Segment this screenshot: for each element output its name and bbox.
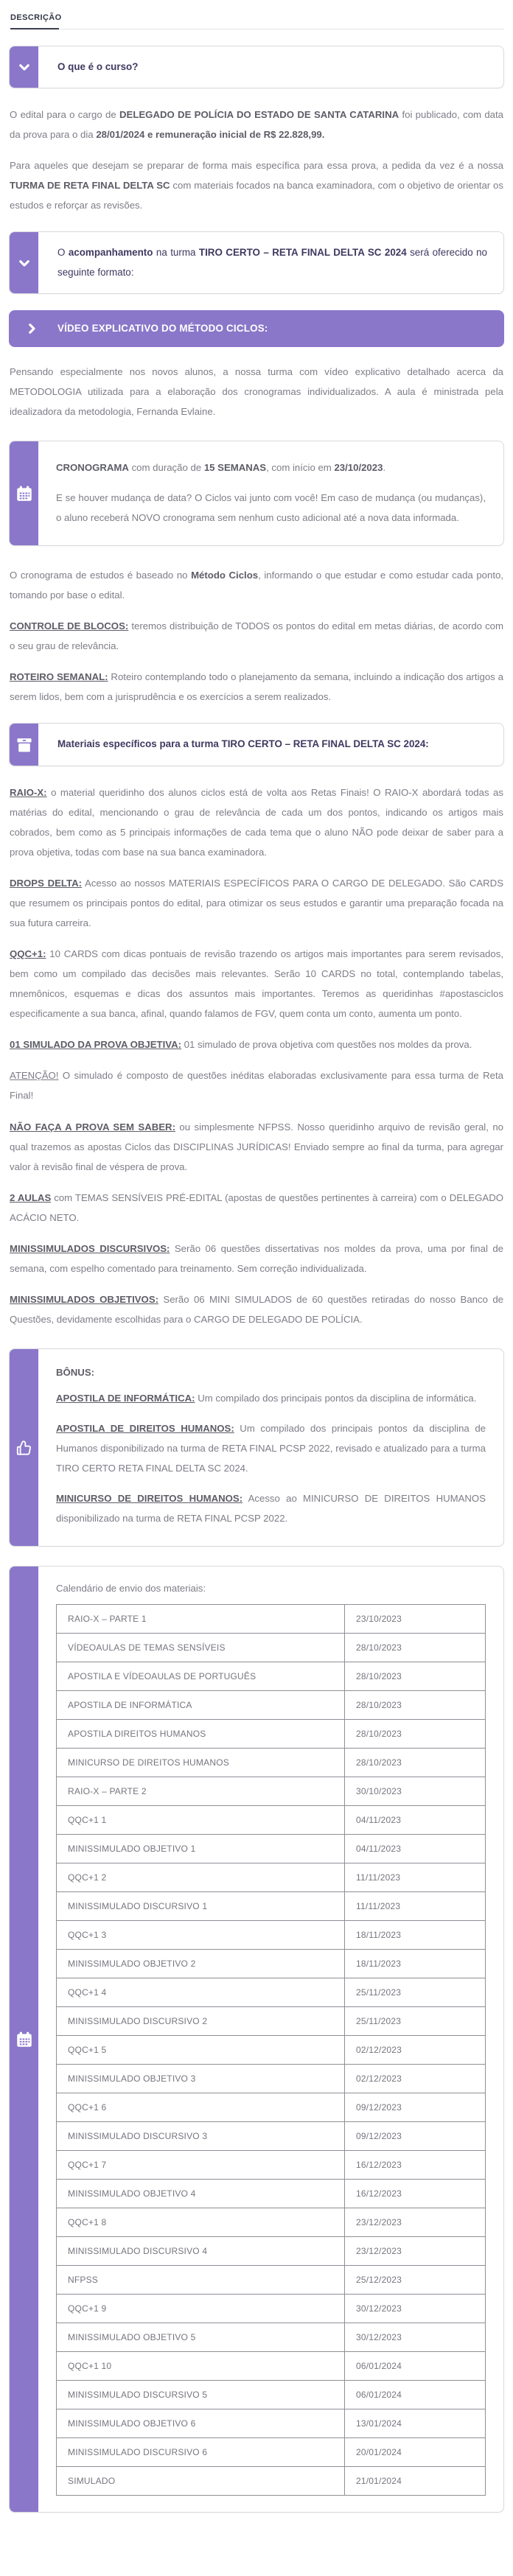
material-cell: APOSTILA E VÍDEOAULAS DE PORTUGUÊS [57, 1662, 345, 1691]
date-cell: 11/11/2023 [345, 1892, 486, 1921]
material-cell: MINISSIMULADO DISCURSIVO 5 [57, 2381, 345, 2409]
paragraph-roteiro-semanal [10, 667, 503, 707]
text-segment: o material queridinho dos alunos ciclos está de volta aos Retas Finais! O RAIO-X abordará todas as matérias do edital, mencionando o grau de relevância de cada um dos pontos, indicando os artigos mais cobrados, bem como as 5 principais informações de cada tema que o aluno NÃO pode deixar de saber para a prova objetiva, todas com base na sua banca examinadora. [10, 786, 503, 858]
date-cell: 02/12/2023 [345, 2036, 486, 2065]
paragraph-qqc [10, 944, 503, 1023]
video-method-banner[interactable] [9, 310, 504, 347]
text-segment: RAIO-X: [10, 786, 47, 798]
active-tab-indicator [10, 28, 59, 29]
material-cell: SIMULADO [57, 2467, 345, 2496]
table-row [57, 2180, 486, 2208]
date-cell: 18/11/2023 [345, 1950, 486, 1978]
thumbs-up-icon [15, 1438, 34, 1457]
chevron-right-icon [25, 322, 38, 335]
text-segment: NÃO FAÇA A PROVA SEM SABER: [10, 1121, 175, 1133]
table-row [57, 1749, 486, 1777]
schedule-table-body [57, 1605, 486, 2496]
material-cell: NFPSS [57, 2266, 345, 2295]
date-cell: 23/12/2023 [345, 2208, 486, 2237]
paragraph-metodo-ciclos [10, 565, 503, 605]
material-cell: APOSTILA DE INFORMÁTICA [57, 1691, 345, 1720]
material-cell: MINISSIMULADO OBJETIVO 1 [57, 1835, 345, 1863]
paragraph-atencao [10, 1065, 503, 1105]
accordion-header [38, 724, 503, 765]
table-row [57, 2237, 486, 2266]
material-cell: MINISSIMULADO OBJETIVO 4 [57, 2180, 345, 2208]
bonus-items [56, 1388, 486, 1528]
paragraph-mini-discursivos [10, 1239, 503, 1278]
text-segment: Acesso ao MINICURSO DE DIREITOS HUMANOS disponibilizado na turma de RETA FINAL PCSP 2022. [56, 1493, 486, 1525]
bonus-callout [9, 1348, 504, 1547]
text-segment: Um compilado dos principais pontos da disciplina de Humanos disponibilizado na turma de RETA FINAL PCSP 2022, revisado e atualizado para a turma TIRO CERTO RETA FINAL DELTA SC 2024. [56, 1423, 486, 1474]
material-cell: MINISSIMULADO DISCURSIVO 4 [57, 2237, 345, 2266]
date-cell: 16/12/2023 [345, 2180, 486, 2208]
table-row [57, 1950, 486, 1978]
text-segment: ROTEIRO SEMANAL: [10, 671, 108, 683]
date-cell: 21/01/2024 [345, 2467, 486, 2496]
chevron-down-icon [18, 60, 31, 74]
text-segment: Acesso ao nossos MATERIAIS ESPECÍFICOS PARA O CARGO DE DELEGADO. São CARDS que resumem os principais pontos do edital, para otimizar os seus estudos e garantir uma preparação focada na sua futura carreira. [10, 877, 503, 928]
paragraph-aulas-temas [10, 1188, 503, 1228]
callout-strip [10, 1567, 38, 2512]
bonus-title: BÔNUS: [56, 1367, 95, 1379]
text-segment: Materiais específicos para a turma TIRO CERTO – RETA FINAL DELTA SC 2024: [57, 738, 429, 750]
text-segment: Serão 06 MINI SIMULADOS de 60 questões retiradas do nosso Banco de Questões, devidamente escolhidas para o CARGO DE DELEGADO DE POLÍCIA. [10, 1293, 503, 1325]
text-segment: teremos distribuição de TODOS os pontos do edital em metas diárias, de acordo com o seu grau de relevância. [10, 620, 503, 652]
accordion-toggle[interactable] [10, 232, 38, 293]
date-cell: 23/12/2023 [345, 2237, 486, 2266]
paragraph-raio-x [10, 783, 503, 862]
text-segment: , com início em [266, 461, 335, 473]
text-segment: com materiais focados na banca examinadora, com o objetivo de orientar os estudos e reforçar as revisões. [10, 180, 503, 211]
callout-content [38, 1349, 503, 1546]
text-segment: Pensando especialmente nos novos alunos, a nossa turma com vídeo explicativo detalhado acerca da METODOLOGIA utilizada para a elaboração dos cronogramas individualizados. A aula é ministrada pela idealizadora da metodologia, Fernanda Evlaine. [10, 365, 503, 417]
date-cell: 11/11/2023 [345, 1863, 486, 1892]
accordion-title [57, 243, 487, 281]
date-cell: 30/10/2023 [345, 1777, 486, 1806]
callout-content [38, 441, 503, 545]
material-cell: QQC+1 1 [57, 1806, 345, 1835]
bonus-item [56, 1488, 486, 1528]
paragraph-simulado-objetiva [10, 1035, 503, 1054]
text-segment: acompanhamento [68, 247, 153, 259]
date-cell: 25/11/2023 [345, 1978, 486, 2007]
text-segment: APOSTILA DE DIREITOS HUMANOS: [56, 1423, 234, 1435]
text-segment: Para aqueles que desejam se preparar de forma mais específica para essa prova, a pedida da vez é a nossa [10, 160, 503, 172]
material-cell: MINISSIMULADO DISCURSIVO 2 [57, 2007, 345, 2036]
date-cell: 16/12/2023 [345, 2151, 486, 2180]
table-row [57, 2007, 486, 2036]
cronograma-line-2 [56, 488, 486, 528]
material-cell: QQC+1 5 [57, 2036, 345, 2065]
material-cell: APOSTILA DIREITOS HUMANOS [57, 1720, 345, 1749]
date-cell: 25/12/2023 [345, 2266, 486, 2295]
archive-box-icon [15, 735, 34, 755]
material-cell: QQC+1 10 [57, 2352, 345, 2381]
callout-strip [10, 1349, 38, 1546]
text-segment: Roteiro contemplando todo o planejamento da semana, incluindo a indicação dos artigos a serem lidos, bem com a jurisprudência e os exercícios a serem realizados. [10, 671, 503, 703]
table-row [57, 2036, 486, 2065]
text-segment: TURMA DE RETA FINAL DELTA SC [10, 180, 170, 192]
text-segment: O [57, 247, 69, 259]
material-cell: QQC+1 3 [57, 1921, 345, 1950]
accordion-title [57, 57, 138, 77]
text-segment: 23/10/2023 [334, 461, 383, 473]
calendar-title: Calendário de envio dos materiais: [56, 1583, 206, 1595]
material-cell: MINISSIMULADO OBJETIVO 2 [57, 1950, 345, 1978]
paragraph-drops-delta [10, 873, 503, 933]
text-segment: APOSTILA DE INFORMÁTICA: [56, 1393, 195, 1404]
material-cell: QQC+1 7 [57, 2151, 345, 2180]
date-cell: 28/10/2023 [345, 1634, 486, 1662]
date-cell: 06/01/2024 [345, 2381, 486, 2409]
text-segment: , informando o que estudar e como estudar cada ponto, tomando por base o edital. [10, 570, 503, 601]
table-row [57, 2065, 486, 2093]
table-row [57, 1806, 486, 1835]
text-segment: 15 SEMANAS [203, 461, 267, 473]
text-segment: na turma [153, 247, 199, 259]
material-cell: MINISSIMULADO OBJETIVO 3 [57, 2065, 345, 2093]
calendar-callout [9, 1566, 504, 2513]
material-cell: QQC+1 4 [57, 1978, 345, 2007]
banner-label: VÍDEO EXPLICATIVO DO MÉTODO CICLOS: [57, 323, 268, 335]
date-cell: 09/12/2023 [345, 2122, 486, 2151]
accordion-header [38, 46, 503, 88]
table-row [57, 1835, 486, 1863]
material-cell: RAIO-X – PARTE 2 [57, 1777, 345, 1806]
material-cell: QQC+1 2 [57, 1863, 345, 1892]
chevron-down-icon [18, 256, 31, 270]
calendar-icon [15, 2030, 34, 2049]
table-row [57, 2093, 486, 2122]
table-row [57, 1662, 486, 1691]
accordion-follow-up-format[interactable] [9, 231, 504, 293]
table-row [57, 1605, 486, 1634]
text-segment: TIRO CERTO – RETA FINAL DELTA SC 2024 [198, 247, 407, 259]
text-segment: DROPS DELTA: [10, 877, 82, 889]
tab-bar [9, 6, 504, 29]
text-segment: MINISSIMULADOS OBJETIVOS: [10, 1293, 159, 1305]
text-segment: 28/01/2024 e remuneração inicial de R$ 22.828,99. [96, 129, 325, 141]
accordion-header [38, 232, 503, 293]
callout-strip [10, 441, 38, 545]
text-segment: CONTROLE DE BLOCOS: [10, 620, 129, 632]
date-cell: 23/10/2023 [345, 1605, 486, 1634]
text-segment: Um compilado dos principais pontos da disciplina de informática. [195, 1393, 477, 1404]
material-cell: VÍDEOAULAS DE TEMAS SENSÍVEIS [57, 1634, 345, 1662]
material-cell: QQC+1 8 [57, 2208, 345, 2237]
text-segment: Serão 06 questões dissertativas nos moldes da prova, uma por final de semana, com espelho comentado para treinamento. Sem correção individualizada. [10, 1242, 503, 1274]
paragraph-video-method [10, 362, 503, 421]
text-segment: MINISSIMULADOS DISCURSIVOS: [10, 1242, 170, 1254]
material-cell: MINISSIMULADO OBJETIVO 6 [57, 2409, 345, 2438]
text-segment: será oferecido no seguinte formato: [57, 247, 488, 278]
text-segment: 01 simulado de prova objetiva com questões nos moldes da prova. [181, 1039, 472, 1051]
table-row [57, 1863, 486, 1892]
text-segment: Método Ciclos [191, 570, 259, 581]
date-cell: 04/11/2023 [345, 1835, 486, 1863]
callout-content [38, 1567, 503, 2512]
text-segment: com TEMAS SENSÍVEIS PRÉ-EDITAL (apostas de questões pertinentes à carreira) com o DELEGADO ACÁCIO NETO. [10, 1191, 504, 1223]
table-row [57, 1634, 486, 1662]
paragraph-mini-objetivos [10, 1289, 503, 1329]
table-row [57, 2438, 486, 2467]
bonus-item [56, 1418, 486, 1478]
accordion-title [57, 735, 429, 754]
table-row [57, 2467, 486, 2496]
table-row [57, 2208, 486, 2237]
material-cell: RAIO-X – PARTE 1 [57, 1605, 345, 1634]
accordion-toggle[interactable] [10, 46, 38, 88]
material-cell: MINISSIMULADO DISCURSIVO 3 [57, 2122, 345, 2151]
accordion-toggle[interactable] [10, 724, 38, 765]
text-segment: . [383, 461, 386, 473]
date-cell: 30/12/2023 [345, 2323, 486, 2352]
date-cell: 20/01/2024 [345, 2438, 486, 2467]
date-cell: 13/01/2024 [345, 2409, 486, 2438]
paragraph-turma [10, 155, 503, 215]
table-row [57, 2381, 486, 2409]
material-cell: MINISSIMULADO DISCURSIVO 6 [57, 2438, 345, 2467]
text-segment: ATENÇÃO! [10, 1070, 59, 1082]
table-row [57, 2266, 486, 2295]
table-row [57, 2295, 486, 2323]
text-segment: E se houver mudança de data? O Ciclos vai junto com você! Em caso de mudança (ou mudanças), o aluno receberá NOVO cronograma sem nenhum custo adicional até a nova data informada. [56, 491, 486, 524]
cronograma-callout [9, 441, 504, 546]
table-row [57, 2122, 486, 2151]
text-segment: 01 SIMULADO DA PROVA OBJETIVA: [10, 1039, 181, 1051]
material-cell: MINICURSO DE DIREITOS HUMANOS [57, 1749, 345, 1777]
date-cell: 30/12/2023 [345, 2295, 486, 2323]
date-cell: 04/11/2023 [345, 1806, 486, 1835]
date-cell: 28/10/2023 [345, 1749, 486, 1777]
materials-schedule-table [56, 1604, 486, 2496]
table-row [57, 1892, 486, 1921]
text-segment: O edital para o cargo de [10, 109, 120, 121]
date-cell: 02/12/2023 [345, 2065, 486, 2093]
date-cell: 28/10/2023 [345, 1662, 486, 1691]
date-cell: 18/11/2023 [345, 1921, 486, 1950]
tab-descricao[interactable]: DESCRIÇÃO [10, 13, 62, 22]
accordion-materials[interactable] [9, 723, 504, 766]
date-cell: 28/10/2023 [345, 1691, 486, 1720]
table-row [57, 2151, 486, 2180]
bonus-item [56, 1388, 486, 1408]
text-segment: foi publicado, com data da prova para o dia [10, 109, 503, 141]
table-row [57, 1777, 486, 1806]
table-row [57, 1921, 486, 1950]
date-cell: 25/11/2023 [345, 2007, 486, 2036]
table-row [57, 2409, 486, 2438]
paragraph-nfpss [10, 1117, 503, 1177]
text-segment: O cronograma de estudos é baseado no [10, 570, 192, 581]
text-segment: com duração de [128, 461, 204, 473]
table-row [57, 1978, 486, 2007]
accordion-what-is-course[interactable] [9, 46, 504, 88]
table-row [57, 2352, 486, 2381]
material-cell: MINISSIMULADO OBJETIVO 5 [57, 2323, 345, 2352]
material-cell: QQC+1 6 [57, 2093, 345, 2122]
text-segment: ou simplesmente NFPSS. Nosso queridinho arquivo de revisão geral, no qual trazemos as apostas Ciclos das DISCIPLINAS JURÍDICAS! Enviado sempre ao final da turma, para agregar valor à revisão final de véspera de prova. [10, 1121, 503, 1172]
text-segment: QQC+1: [10, 948, 46, 960]
text-segment: O que é o curso? [57, 61, 139, 72]
text-segment: 10 CARDS com dicas pontuais de revisão trazendo os artigos mais importantes para serem revisados, bem como um compilado das decisões mais relevantes. Serão 10 CARDS no total, contemplando tabelas, mnemônicos, esquemas e dicas dos assuntos mais importantes. Teremos as queridinhas #apostasciclos especificamente a sua banca, afinal, quando falamos de FGV, quem conta um conto, aumenta um ponto. [10, 948, 503, 1020]
cronograma-line-1 [56, 458, 486, 477]
calendar-icon [15, 484, 34, 503]
table-row [57, 2323, 486, 2352]
date-cell: 28/10/2023 [345, 1720, 486, 1749]
text-segment: MINICURSO DE DIREITOS HUMANOS: [56, 1493, 243, 1505]
text-segment: O simulado é composto de questões inéditas elaboradas exclusivamente para essa turma de Reta Final! [10, 1070, 503, 1102]
date-cell: 09/12/2023 [345, 2093, 486, 2122]
text-segment: 2 AULAS [10, 1191, 52, 1203]
material-cell: QQC+1 9 [57, 2295, 345, 2323]
text-segment: DELEGADO DE POLÍCIA DO ESTADO DE SANTA CATARINA [119, 109, 399, 121]
paragraph-controle-blocos [10, 616, 503, 656]
table-row [57, 1691, 486, 1720]
date-cell: 06/01/2024 [345, 2352, 486, 2381]
text-segment: CRONOGRAMA [56, 461, 129, 473]
material-cell: MINISSIMULADO DISCURSIVO 1 [57, 1892, 345, 1921]
paragraph-edital [10, 105, 503, 144]
table-row [57, 1720, 486, 1749]
